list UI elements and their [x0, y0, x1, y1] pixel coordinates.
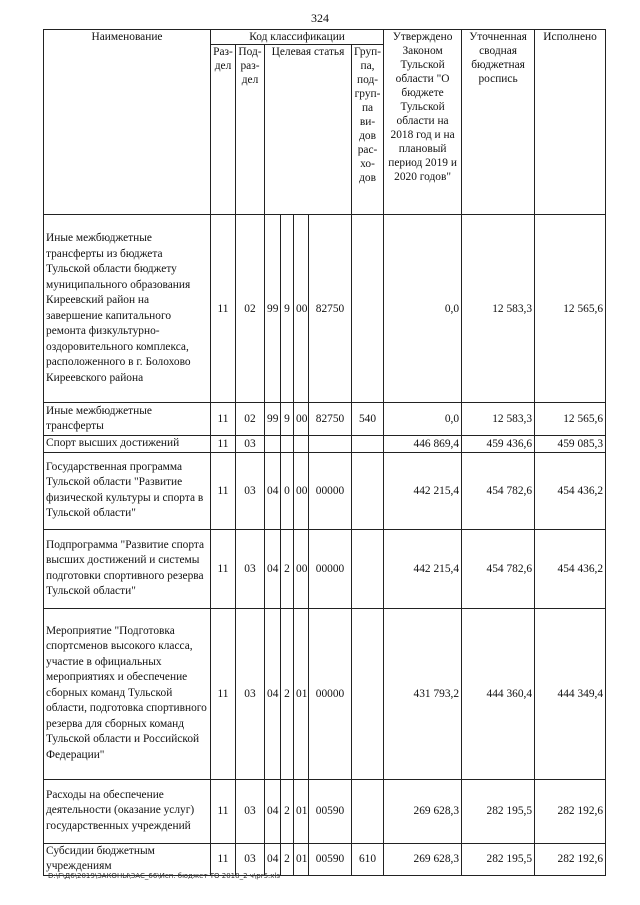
row-executed: 282 192,6 — [535, 843, 606, 875]
header-expense-group: Груп-па, под-груп-па ви-дов рас-хо-дов — [352, 45, 384, 215]
row-executed: 454 436,2 — [535, 452, 606, 529]
row-subsection: 03 — [236, 608, 265, 779]
row-section: 11 — [211, 779, 236, 843]
row-direction-code: 00590 — [309, 779, 352, 843]
row-name: Иные межбюджетные трансферты из бюджета Тульской области бюджету муниципального образования Киреевский район на завершение капитального ремонта физкультурно-оздоровительного комплекса, расположенного в г. Болохово Киреевского района — [44, 215, 211, 403]
row-refined: 12 583,3 — [462, 215, 535, 403]
row-direction-code: 00000 — [309, 529, 352, 608]
row-direction-code: 00000 — [309, 452, 352, 529]
row-refined: 454 782,6 — [462, 452, 535, 529]
row-executed: 12 565,6 — [535, 403, 606, 436]
row-direction-code: 00000 — [309, 608, 352, 779]
row-expense-group — [352, 436, 384, 453]
row-program-code: 04 — [265, 779, 281, 843]
row-expense-group: 540 — [352, 403, 384, 436]
row-subsection: 03 — [236, 843, 265, 875]
table-row — [44, 215, 606, 403]
row-approved: 0,0 — [384, 403, 462, 436]
table-row — [44, 843, 606, 875]
row-section: 11 — [211, 436, 236, 453]
row-expense-group — [352, 452, 384, 529]
table-row — [44, 608, 606, 779]
row-executed: 454 436,2 — [535, 529, 606, 608]
row-program-code — [265, 436, 281, 453]
row-name: Спорт высших достижений — [44, 436, 211, 453]
row-subsection: 03 — [236, 529, 265, 608]
row-refined: 454 782,6 — [462, 529, 535, 608]
row-event-code: 01 — [294, 608, 309, 779]
row-subsection: 02 — [236, 215, 265, 403]
row-refined: 444 360,4 — [462, 608, 535, 779]
row-name: Иные межбюджетные трансферты — [44, 403, 211, 436]
row-refined: 282 195,5 — [462, 779, 535, 843]
row-program-code: 04 — [265, 843, 281, 875]
header-approved: Утверждено Законом Тульской области "О бюджете Тульской области на 2018 год и на плановый период 2019 и 2020 годов" — [384, 30, 462, 215]
row-approved: 431 793,2 — [384, 608, 462, 779]
row-subprogram-code: 9 — [281, 403, 294, 436]
table-row — [44, 779, 606, 843]
row-section: 11 — [211, 608, 236, 779]
header-classification-code: Код классификации — [211, 30, 384, 45]
footer-file-path: D:\Г\Д6\2019\ЗАКОНЫ\ЗАС_66\Исп. бюджет ТО 2018_2 ч\pr5.xls — [48, 872, 280, 880]
table-row — [44, 529, 606, 608]
budget-execution-table — [43, 29, 606, 876]
row-section: 11 — [211, 452, 236, 529]
row-subsection: 03 — [236, 779, 265, 843]
row-refined: 459 436,6 — [462, 436, 535, 453]
row-program-code: 04 — [265, 529, 281, 608]
row-subprogram-code: 2 — [281, 608, 294, 779]
row-program-code: 04 — [265, 452, 281, 529]
row-subprogram-code: 9 — [281, 215, 294, 403]
row-event-code — [294, 436, 309, 453]
row-name: Расходы на обеспечение деятельности (оказание услуг) государственных учреждений — [44, 779, 211, 843]
row-section: 11 — [211, 843, 236, 875]
row-approved: 269 628,3 — [384, 843, 462, 875]
row-program-code: 99 — [265, 403, 281, 436]
row-approved: 0,0 — [384, 215, 462, 403]
row-expense-group — [352, 779, 384, 843]
row-event-code: 00 — [294, 403, 309, 436]
row-event-code: 00 — [294, 452, 309, 529]
row-direction-code: 00590 — [309, 843, 352, 875]
row-direction-code — [309, 436, 352, 453]
row-program-code: 04 — [265, 608, 281, 779]
row-section: 11 — [211, 403, 236, 436]
row-refined: 12 583,3 — [462, 403, 535, 436]
row-executed: 459 085,3 — [535, 436, 606, 453]
row-approved: 442 215,4 — [384, 529, 462, 608]
row-subsection: 02 — [236, 403, 265, 436]
row-subprogram-code — [281, 436, 294, 453]
row-section: 11 — [211, 529, 236, 608]
row-direction-code: 82750 — [309, 403, 352, 436]
row-section: 11 — [211, 215, 236, 403]
row-expense-group — [352, 608, 384, 779]
row-subprogram-code: 2 — [281, 779, 294, 843]
header-refined: Уточненная сводная бюджетная роспись — [462, 30, 535, 215]
row-approved: 446 869,4 — [384, 436, 462, 453]
row-approved: 269 628,3 — [384, 779, 462, 843]
row-name: Мероприятие "Подготовка спортсменов высокого класса, участие в официальных мероприятиях и обеспечение сборных команд Тульской области, подготовка спортивного резерва для сборных команд Тульской области и Российской Федерации" — [44, 608, 211, 779]
row-executed: 12 565,6 — [535, 215, 606, 403]
table-row — [44, 403, 606, 436]
row-subprogram-code: 2 — [281, 843, 294, 875]
row-executed: 282 192,6 — [535, 779, 606, 843]
row-event-code: 01 — [294, 843, 309, 875]
row-direction-code: 82750 — [309, 215, 352, 403]
row-name: Подпрограмма "Развитие спорта высших достижений и системы подготовки спортивного резерва Тульской области" — [44, 529, 211, 608]
row-expense-group — [352, 529, 384, 608]
header-target-article: Целевая статья — [265, 45, 352, 215]
row-subsection: 03 — [236, 452, 265, 529]
header-name: Наименование — [44, 30, 211, 215]
row-name: Государственная программа Тульской области "Развитие физической культуры и спорта в Тульской области" — [44, 452, 211, 529]
row-name: Субсидии бюджетным учреждениям — [44, 843, 211, 875]
row-subprogram-code: 0 — [281, 452, 294, 529]
header-executed: Исполнено — [535, 30, 606, 215]
row-event-code: 00 — [294, 529, 309, 608]
row-program-code: 99 — [265, 215, 281, 403]
row-refined: 282 195,5 — [462, 843, 535, 875]
table-row — [44, 436, 606, 453]
row-expense-group — [352, 215, 384, 403]
row-executed: 444 349,4 — [535, 608, 606, 779]
row-approved: 442 215,4 — [384, 452, 462, 529]
row-expense-group: 610 — [352, 843, 384, 875]
row-subsection: 03 — [236, 436, 265, 453]
table-row — [44, 452, 606, 529]
row-subprogram-code: 2 — [281, 529, 294, 608]
header-subsection: Под-раз-дел — [236, 45, 265, 215]
row-event-code: 01 — [294, 779, 309, 843]
row-event-code: 00 — [294, 215, 309, 403]
header-section: Раз-дел — [211, 45, 236, 215]
page-number: 324 — [311, 11, 329, 25]
table-header — [44, 30, 606, 215]
